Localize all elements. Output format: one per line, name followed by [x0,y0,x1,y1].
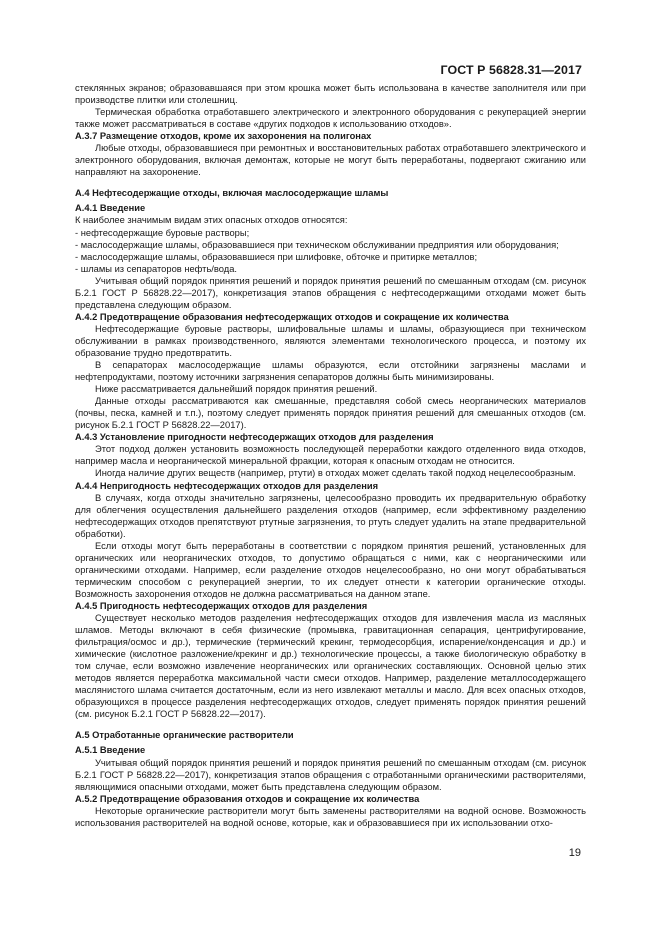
paragraph: Данные отходы рассматриваются как смешанные, представляя собой смесь неорганических материалов (почвы, песка, камней и т.п.), поэтому следует применять порядок принятия решений для смешанных отходов (см. рисунок Б.2.1 ГОСТ Р 56828.22—2017). [75,396,586,431]
section-heading: А.4 Нефтесодержащие отходы, включая маслосодержащие шламы [75,188,389,199]
paragraph: Существует несколько методов разделения нефтесодержащих отходов для извлечения масла из масляных шламов. Методы включают в себя физические (промывка, гравитационная сепарация, центрифугирование, фильтрация/осмос и др.), термические (термический крекинг, термодесорбция, испарение/конденсация и др.) и химические (кислотное разложение/крекинг и др.) технологические процессы, а также биологическую обработку в том случае, если возможно извлечение неорганических или органических составляющих. Основной целью этих методов является переработка максимальной части смеси отходов. Например, разделение металлосодержащего маслянистого шлама считается достаточным, если из него извлекают металлы и масло. Для всех опасных отходов, образующихся в процессе разделения нефтесодержащих отходов, следует применять порядок принятия решений (см. рисунок Б.2.1 ГОСТ Р 56828.22—2017). [75,613,586,720]
list-item: - нефтесодержащие буровые растворы; [75,227,250,238]
paragraph: Ниже рассматривается дальнейший порядок принятия решений. [95,384,378,395]
document-code-header: ГОСТ Р 56828.31—2017 [440,63,582,77]
document-body [75,82,586,829]
subsection-heading: А.4.2 Предотвращение образования нефтесодержащих отходов и сокращение их количества [75,311,509,322]
list-item: - шламы из сепараторов нефть/вода. [75,263,238,274]
subsection-heading: А.4.3 Установление пригодности нефтесодержащих отходов для разделения [75,432,434,443]
section-heading: А.5 Отработанные органические растворители [75,730,294,741]
paragraph: Этот подход должен установить возможность последующей переработки каждого отделенного вида отходов, например масла и неорганической минеральной фракции, которая к опасным отходам не относится. [75,444,586,467]
paragraph: В случаях, когда отходы значительно загрязнены, целесообразно проводить их предварительную обработку для облегчения осуществления дальнейшего разделения отходов (например, если эффективному разделению нефтесодержащих отходов препятствуют ртутные загрязнения, то ртуть следует удалить на этапе предварительной обработки). [75,492,586,539]
subsection-heading: А.3.7 Размещение отходов, кроме их захоронения на полигонах [75,131,372,142]
subsection-heading: А.4.5 Пригодность нефтесодержащих отходов для разделения [75,600,368,611]
subsection-heading: А.4.4 Непригодность нефтесодержащих отходов для разделения [75,480,379,491]
paragraph: К наиболее значимым видам этих опасных отходов относятся: [75,215,348,226]
paragraph: Учитывая общий порядок принятия решений и порядок принятия решений по смешанным отходам (см. рисунок Б.2.1 ГОСТ Р 56828.22—2017), конкретизация этапов обращения с нефтесодержащими отходами может быть представлена следующим образом. [75,275,586,310]
subsection-heading: А.5.1 Введение [75,745,146,756]
page-number: 19 [568,847,581,859]
paragraph: Термическая обработка отработавшего электрического и электронного оборудования с рекуперацией энергии также может рассматриваться в составе «других подходов к использованию отходов». [75,107,586,130]
paragraph: В сепараторах маслосодержащие шламы образуются, если отстойники загрязнены маслами и нефтепродуктами, поэтому источники загрязнения сепараторов должны быть минимизированы. [75,360,586,383]
paragraph: Любые отходы, образовавшиеся при ремонтных и восстановительных работах отработавшего электрического и электронного оборудования, включая демонтаж, которые не могут быть переработаны, подвергают сжиганию или направляют на захоронение. [75,143,586,178]
paragraph: стеклянных экранов; образовавшаяся при этом крошка может быть использована в качестве заполнителя или при производстве плитки или столешниц. [75,83,586,106]
paragraph: Учитывая общий порядок принятия решений и порядок принятия решений по смешанным отходам (см. рисунок Б.2.1 ГОСТ Р 56828.22—2017), конкретизация этапов обращения с отработанными органическими растворителями, являющимися опасными отходами, может быть представлена следующим образом. [75,757,586,792]
subsection-heading: А.5.2 Предотвращение образования отходов и сокращение их количества [75,793,420,804]
paragraph: Некоторые органические растворители могут быть заменены растворителями на водной основе. Возможность использования растворителей на водной основе, которые, как и образовавшиеся при их использовании отхо- [75,805,586,828]
subsection-heading: А.4.1 Введение [75,203,146,214]
list-item: - маслосодержащие шламы, образовавшиеся при шлифовке, обточке и притирке металлов; [75,251,478,262]
paragraph: Нефтесодержащие буровые растворы, шлифовальные шламы и шламы, образующиеся при техническом обслуживании в рамках производственного, являются элементами технологического процесса, и поэтому их образование трудно предотвратить. [75,323,586,358]
paragraph: Если отходы могут быть переработаны в соответствии с порядком принятия решений, установленных для органических или неорганических отходов, то допустимо обращаться с ними, как с неорганическими или органическими отходами. Например, если разделение отходов нецелесообразно, но они могут обрабатываться термическим способом с рекуперацией энергии, то их следует отнести к категории органические отходы. Возможность захоронения отходов не должна рассматриваться на данном этапе. [75,540,586,599]
paragraph: Иногда наличие других веществ (например, ртути) в отходах может сделать такой подход нецелесообразным. [95,468,576,479]
list-item: - маслосодержащие шламы, образовавшиеся при техническом обслуживании предприятия или оборудования; [75,239,559,250]
